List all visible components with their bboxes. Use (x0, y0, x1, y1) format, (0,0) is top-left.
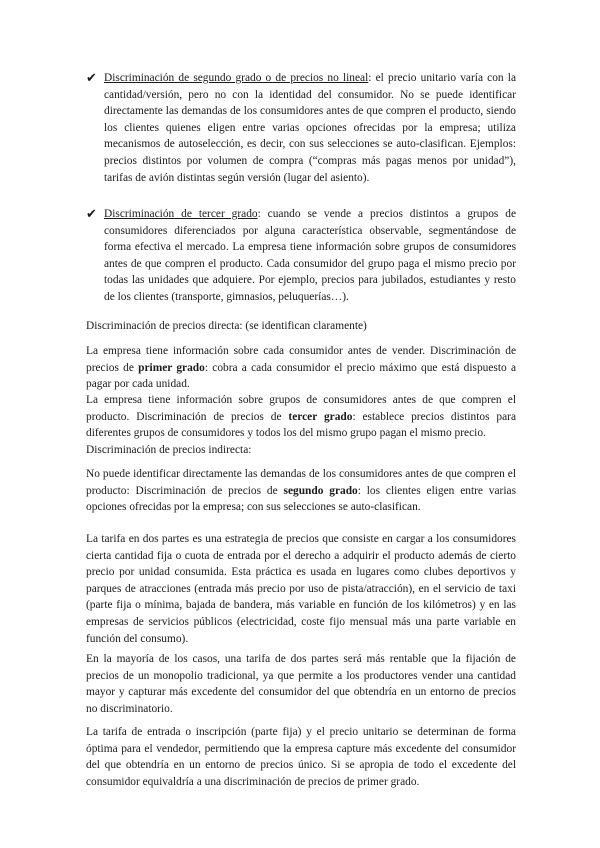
text: No puede identificar directamente las demandas de los consumidores antes de que compren el producto: Discriminación de precios de (86, 468, 516, 497)
bullet-title: Discriminación de segundo grado o de precios no lineal (104, 72, 369, 84)
bold-term: tercer grado (288, 410, 353, 423)
text: : cobra a cada consumidor el precio máximo que está dispuesto a pagar por cada unidad. (86, 361, 517, 391)
bullet-title: Discriminación de tercer grado (104, 208, 258, 220)
heading-direct: Discriminación de precios directa: (se identifican claramente) (86, 320, 367, 332)
checkmark-icon: ✔ (86, 206, 97, 221)
bold-term: primer grado (138, 361, 205, 374)
checkmark-icon: ✔ (86, 70, 97, 85)
bold-term: segundo grado (283, 484, 358, 497)
heading-indirect: Discriminación de precios indirecta: (86, 444, 252, 456)
bullet-text: : el precio unitario varía con la cantidad/versión, pero no con la identidad del consumidor. No se puede identificar directamente las demandas de los consumidores antes de que compren el producto, siendo los clientes quienes eligen entre varias opciones ofrecidas por la empresa; utiliza mecanismos de autoselección, es decir, con sus selecciones se auto-clasifican. Ejemplos: precios distintos por volumen de compra (“compras más pagas menos por unidad”), tarifas de avión distintas según versión (lugar del asiento). (104, 72, 517, 184)
text: La empresa tiene información sobre cada consumidor antes de vender. Discriminación de precios de (86, 345, 516, 374)
paragraph-entry-fee: La tarifa de entrada o inscripción (parte fija) y el precio unitario se determinan de forma óptima para el vendedor, permitiendo que la empresa capture más excedente del consumidor del que obtendría en un entorno de precios único. Si se apropia de todo el excedente del consumidor equivaldría a una discriminación de precios de primer grado. (86, 726, 516, 788)
text: : los clientes eligen entre varias opciones ofrecidas por la empresa; con sus selecciones se auto-clasifican. (86, 484, 517, 514)
paragraph-second-degree (86, 466, 516, 516)
paragraph-two-part-tariff: La tarifa en dos partes es una estrategia de precios que consiste en cargar a los consumidores cierta cantidad fija o cuota de entrada por el derecho a adquirir el producto además de cierto precio por unidad consumida. Esta práctica es usada en lugares como clubes deportivos y parques de atracciones (entrada más precio por uso de pista/atracción), en el servicio de taxi (parte fija o mínima, bajada de bandera, más variable en función de los kilómetros) y en las empresas de servicios públicos (electricidad, coste fijo mensual más una parte variable en función del consumo). (86, 533, 516, 645)
text: : establece precios distintos para diferentes grupos de consumidores y todos los del mismo grupo pagan el mismo precio. (86, 410, 516, 440)
bullet-second-degree (86, 70, 517, 186)
bullet-third-degree (86, 206, 516, 306)
bullet-text: : cuando se vende a precios distintos a grupos de consumidores diferenciados por alguna característica observable, segmentándose de forma efectiva el mercado. La empresa tiene información sobre grupos de consumidores antes de que compren el producto. Cada consumidor del grupo paga el mismo precio por todas las unidades que adquiere. Por ejemplo, precios para jubilados, estudiantes y resto de los clientes (transporte, gimnasios, peluquerías…). (104, 208, 516, 303)
paragraph-third-degree (86, 392, 516, 442)
text: La empresa tiene información sobre grupos de consumidores antes de que compren el producto. Discriminación de precios de (86, 394, 516, 423)
paragraph-first-degree (86, 343, 516, 393)
paragraph-profitability: En la mayoría de los casos, una tarifa de dos partes será más rentable que la fijación de precios de un monopolio tradicional, ya que permite a los productores vender una cantidad mayor y capturar más excedente del consumidor del que obtendría en un entorno de precios no discriminatorio. (86, 653, 516, 715)
